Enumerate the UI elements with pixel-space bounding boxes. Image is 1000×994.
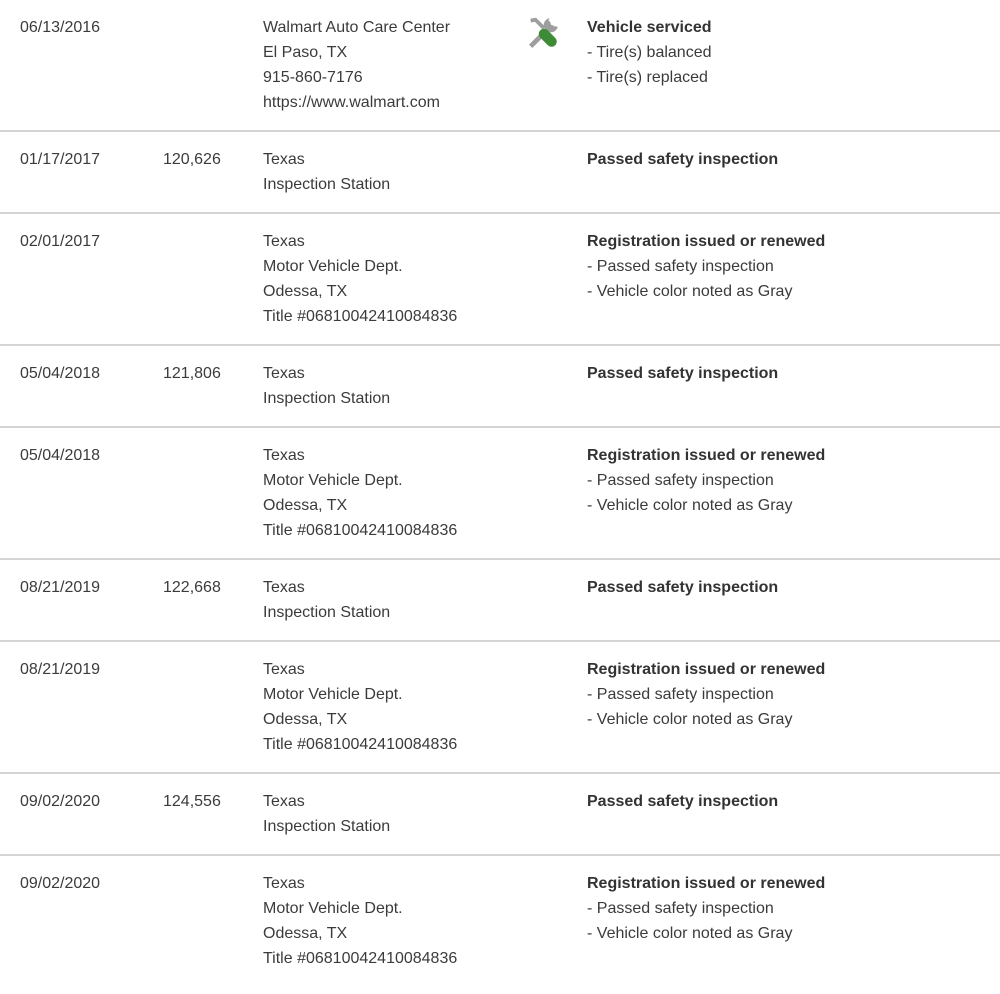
odometer-reading: 121,806: [163, 365, 221, 382]
event-source: [263, 657, 524, 757]
source-line: Odessa, TX: [263, 711, 348, 728]
event-date: 02/01/2017: [20, 233, 101, 250]
source-line: Odessa, TX: [263, 283, 348, 300]
event-source: [263, 871, 524, 971]
odometer-reading: 120,626: [163, 151, 221, 168]
event-icon-cell: [524, 361, 587, 411]
history-row: [0, 854, 1000, 986]
comment-detail: - Passed safety inspection: [587, 258, 774, 275]
event-source: [263, 575, 524, 625]
comment-title: Registration issued or renewed: [587, 447, 826, 464]
source-line: Title #06810042410084836: [263, 950, 458, 967]
source-line: 915-860-7176: [263, 69, 363, 86]
event-icon-cell: [524, 871, 587, 971]
event-comments: [587, 229, 990, 329]
source-line: Texas: [263, 447, 305, 464]
source-line: Title #06810042410084836: [263, 522, 458, 539]
comment-title: Passed safety inspection: [587, 579, 779, 596]
event-comments: [587, 871, 990, 971]
event-comments: [587, 657, 990, 757]
event-icon-cell: [524, 229, 587, 329]
source-line: Texas: [263, 875, 305, 892]
source-line: Title #06810042410084836: [263, 736, 458, 753]
event-source: [263, 147, 524, 197]
source-line: Odessa, TX: [263, 925, 348, 942]
comment-title: Passed safety inspection: [587, 151, 779, 168]
source-line: Motor Vehicle Dept.: [263, 258, 403, 275]
source-line: Motor Vehicle Dept.: [263, 686, 403, 703]
event-icon-cell: [524, 147, 587, 197]
source-line: Inspection Station: [263, 604, 391, 621]
event-source: [263, 15, 524, 115]
comment-detail: - Vehicle color noted as Gray: [587, 925, 793, 942]
event-source: [263, 789, 524, 839]
event-source: [263, 443, 524, 543]
history-row: [0, 0, 1000, 130]
source-line: Walmart Auto Care Center: [263, 19, 451, 36]
comment-detail: - Passed safety inspection: [587, 686, 774, 703]
source-line: Inspection Station: [263, 176, 391, 193]
source-line: Texas: [263, 151, 305, 168]
source-line: Inspection Station: [263, 818, 391, 835]
comment-detail: - Passed safety inspection: [587, 472, 774, 489]
event-comments: [587, 575, 990, 625]
source-line: Title #06810042410084836: [263, 308, 458, 325]
odometer-reading: [163, 443, 263, 543]
history-row: [0, 344, 1000, 426]
source-line: https://www.walmart.com: [263, 94, 440, 111]
odometer-reading: 124,556: [163, 793, 221, 810]
source-line: El Paso, TX: [263, 44, 348, 61]
comment-title: Passed safety inspection: [587, 365, 779, 382]
event-date: 09/02/2020: [20, 875, 101, 892]
source-line: Texas: [263, 233, 305, 250]
event-icon-cell: [524, 15, 587, 115]
comment-detail: - Tire(s) replaced: [587, 69, 708, 86]
crossed-wrench-screwdriver-icon: [524, 14, 562, 52]
event-date: 08/21/2019: [20, 579, 101, 596]
event-date: 09/02/2020: [20, 793, 101, 810]
odometer-reading: [163, 229, 263, 329]
history-row: [0, 640, 1000, 772]
event-icon-cell: [524, 575, 587, 625]
event-comments: [587, 443, 990, 543]
history-row: [0, 426, 1000, 558]
event-date: 01/17/2017: [20, 151, 101, 168]
event-source: [263, 361, 524, 411]
event-icon-cell: [524, 657, 587, 757]
source-line: Inspection Station: [263, 390, 391, 407]
event-source: [263, 229, 524, 329]
odometer-reading: [163, 657, 263, 757]
event-comments: [587, 147, 990, 197]
source-line: Texas: [263, 365, 305, 382]
odometer-reading: [163, 15, 263, 115]
source-line: Texas: [263, 793, 305, 810]
source-line: Motor Vehicle Dept.: [263, 900, 403, 917]
event-comments: [587, 361, 990, 411]
source-line: Texas: [263, 579, 305, 596]
comment-detail: - Vehicle color noted as Gray: [587, 711, 793, 728]
comment-title: Registration issued or renewed: [587, 661, 826, 678]
comment-detail: - Tire(s) balanced: [587, 44, 712, 61]
event-comments: [587, 789, 990, 839]
comment-title: Vehicle serviced: [587, 19, 712, 36]
odometer-reading: [163, 871, 263, 971]
history-row: [0, 558, 1000, 640]
event-icon-cell: [524, 443, 587, 543]
comment-title: Registration issued or renewed: [587, 875, 826, 892]
event-comments: [587, 15, 990, 115]
history-row: [0, 772, 1000, 854]
comment-title: Registration issued or renewed: [587, 233, 826, 250]
event-date: 05/04/2018: [20, 365, 101, 382]
history-row: [0, 130, 1000, 212]
comment-detail: - Passed safety inspection: [587, 900, 774, 917]
history-row: [0, 212, 1000, 344]
event-date: 05/04/2018: [20, 447, 101, 464]
source-line: Odessa, TX: [263, 497, 348, 514]
odometer-reading: 122,668: [163, 579, 221, 596]
source-line: Motor Vehicle Dept.: [263, 472, 403, 489]
event-date: 08/21/2019: [20, 661, 101, 678]
comment-title: Passed safety inspection: [587, 793, 779, 810]
event-date: 06/13/2016: [20, 19, 101, 36]
comment-detail: - Vehicle color noted as Gray: [587, 283, 793, 300]
source-line: Texas: [263, 661, 305, 678]
event-icon-cell: [524, 789, 587, 839]
comment-detail: - Vehicle color noted as Gray: [587, 497, 793, 514]
